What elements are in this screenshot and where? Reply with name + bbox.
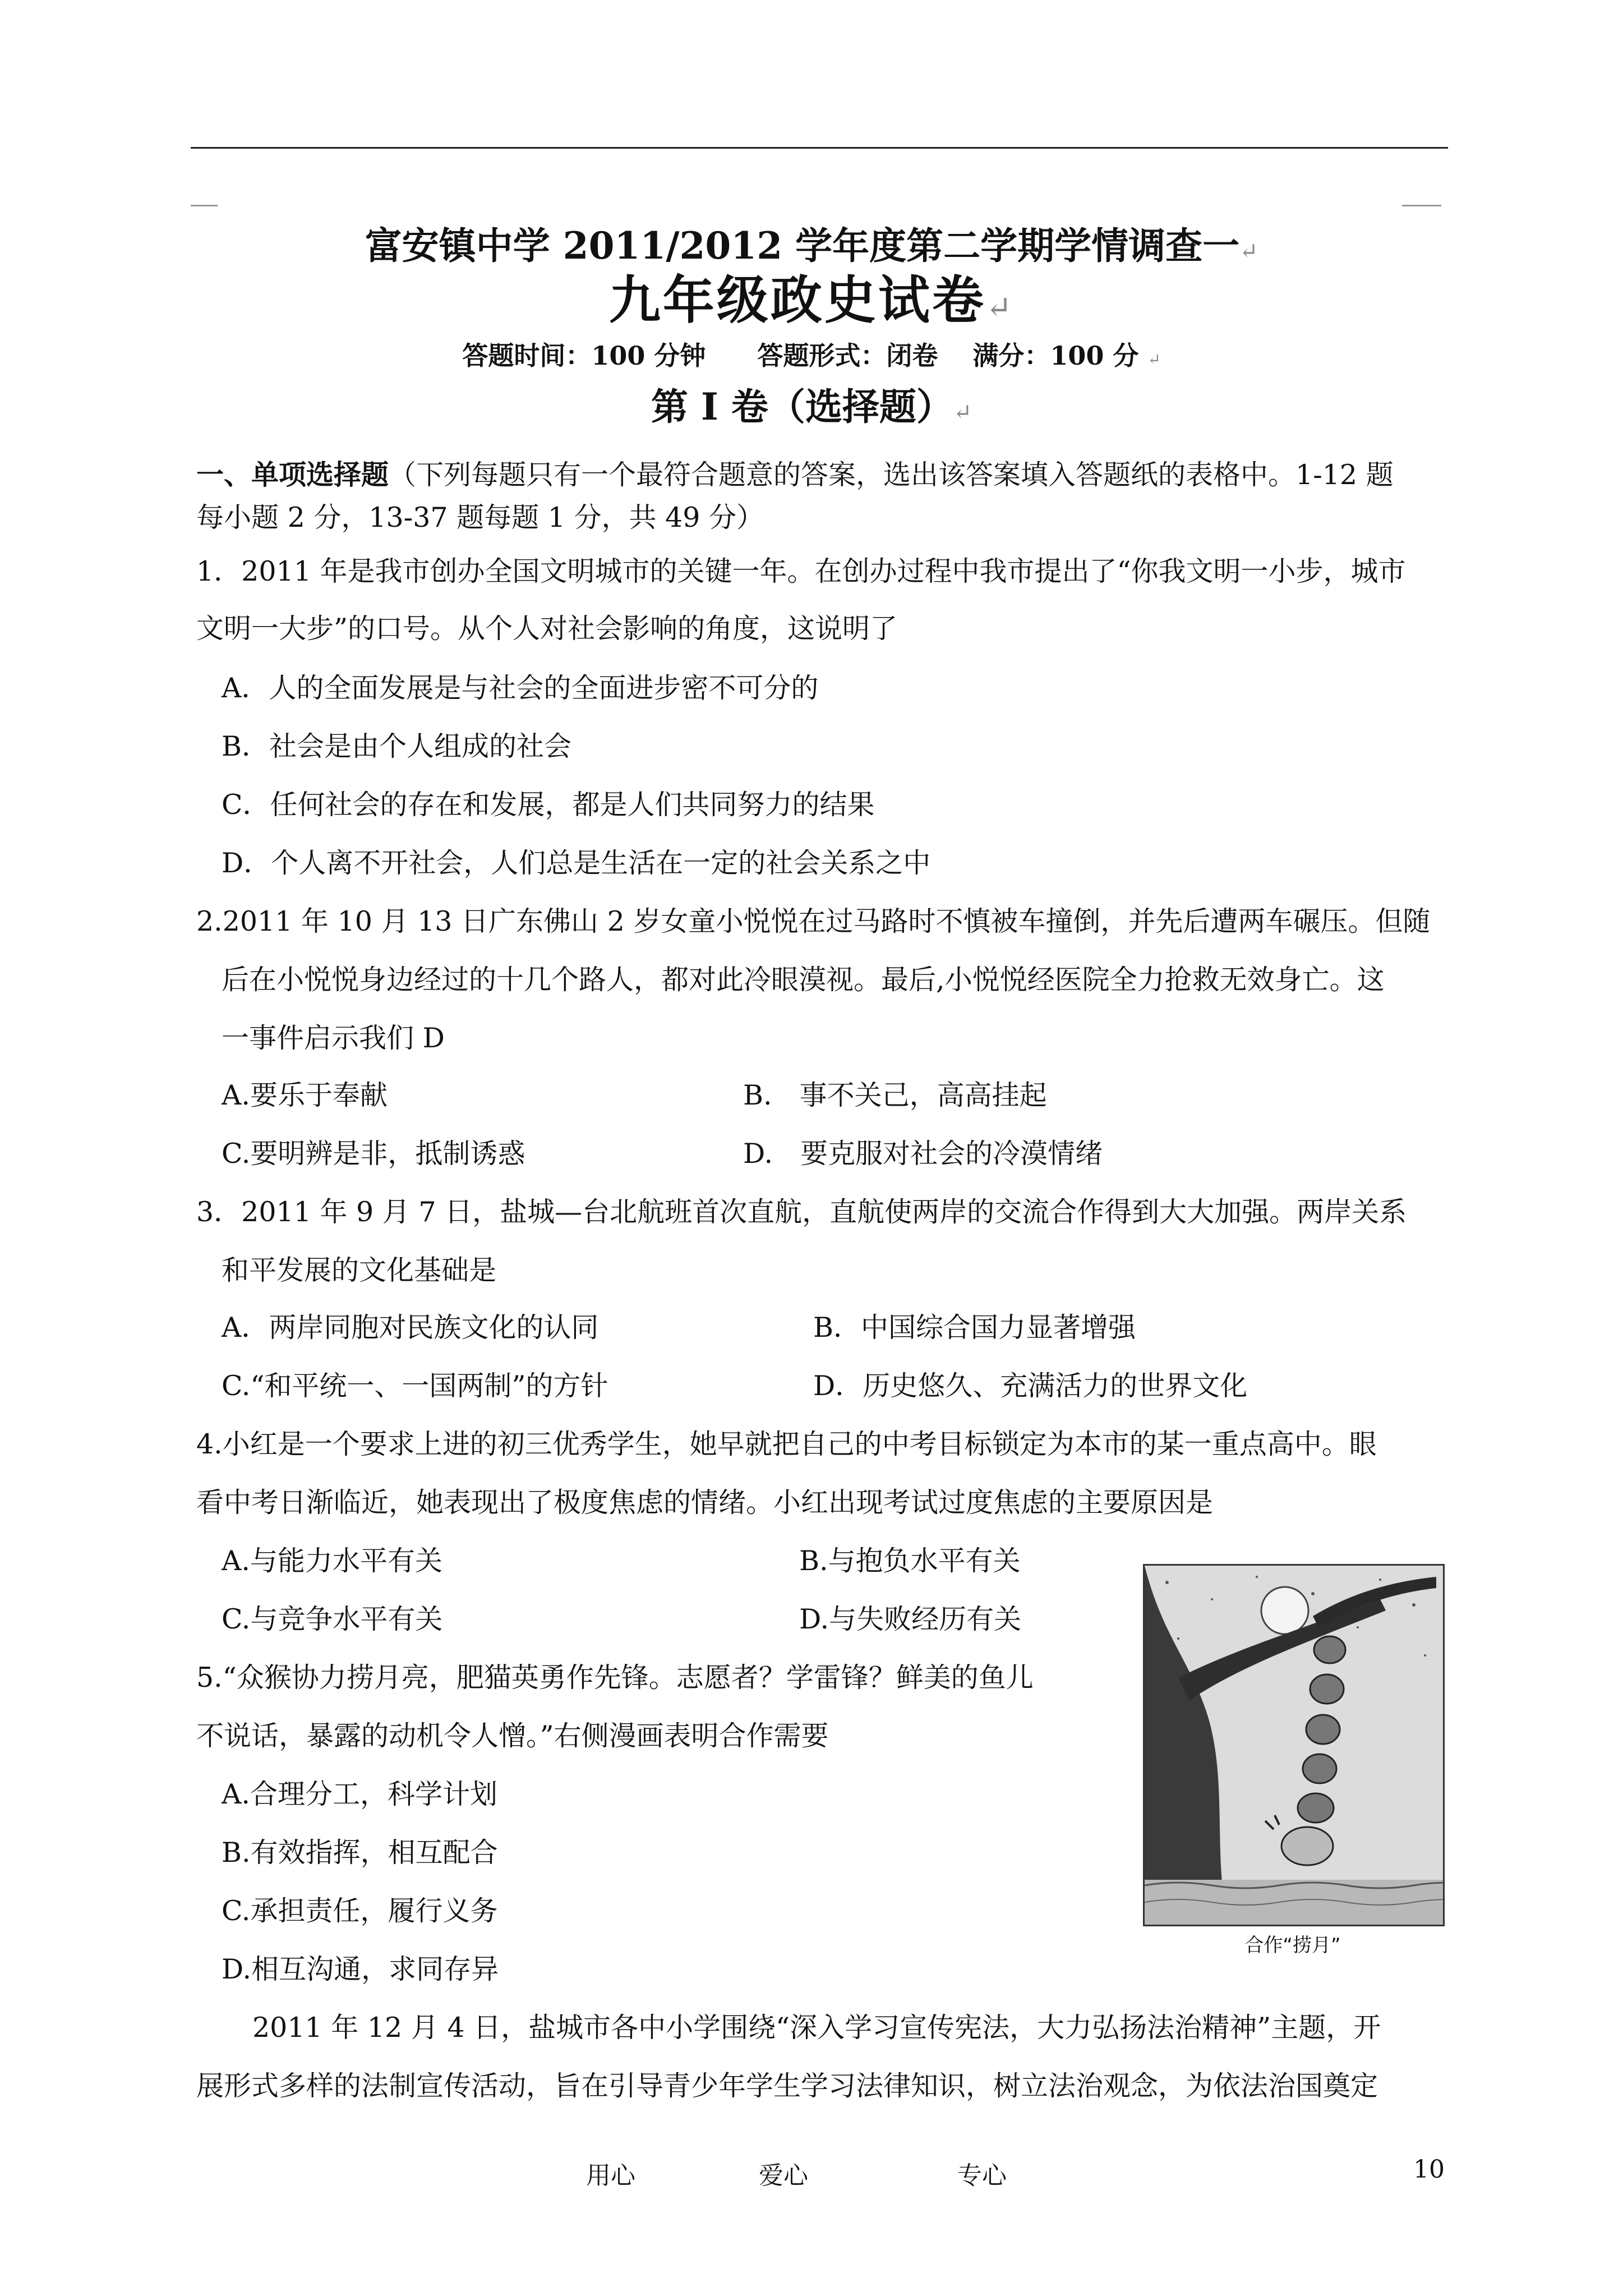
question-1-option-d: D．个人离不开社会，人们总是生活在一定的社会关系之中 <box>222 847 931 879</box>
question-1-option-c: C．任何社会的存在和发展，都是人们共同努力的结果 <box>222 789 875 821</box>
question-3-line-2: 和平发展的文化基础是 <box>222 1254 497 1286</box>
question-3-option-b: B．中国综合国力显著增强 <box>813 1312 1136 1343</box>
question-5-option-b: B.有效指挥，相互配合 <box>222 1837 498 1869</box>
monkeys-fishing-moon-illustration <box>1145 1566 1443 1925</box>
question-4-line-2: 看中考日渐临近，她表现出了极度焦虑的情绪。小红出现考试过度焦虑的主要原因是 <box>196 1487 1214 1519</box>
question-2-option-d: D. 要克服对社会的冷漠情绪 <box>743 1138 1103 1170</box>
question-5-option-c: C.承担责任，履行义务 <box>222 1895 498 1927</box>
question-5-option-a: A.合理分工，科学计划 <box>222 1778 497 1810</box>
cartoon-image <box>1143 1564 1445 1926</box>
question-1-line-1: 1．2011 年是我市创办全国文明城市的关键一年。在创办过程中我市提出了“你我文明一小步，城市 <box>196 555 1406 587</box>
question-5-option-d: D.相互沟通，求同存异 <box>222 1953 499 1985</box>
footer-item-1: 用心 <box>586 2161 635 2190</box>
question-4-option-c: C.与竞争水平有关 <box>222 1603 443 1635</box>
question-3-option-c: C.“和平统一、一国两制”的方针 <box>222 1370 608 1402</box>
question-1-line-2: 文明一大步”的口号。从个人对社会影响的角度，这说明了 <box>196 613 898 645</box>
question-5-line-1: 5.“众猴协力捞月亮，肥猫英勇作先锋。志愿者？学雷锋？鲜美的鱼儿 <box>196 1662 1034 1694</box>
question-2-line-2: 后在小悦悦身边经过的十几个路人，都对此冷眼漠视。最后,小悦悦经医院全力抢救无效身亡。这 <box>222 964 1385 996</box>
question-4-option-d: D.与失败经历有关 <box>799 1603 1022 1635</box>
section-instruction: 一、单项选择题（下列每题只有一个最符合题意的答案，选出该答案填入答题纸的表格中。1-12 题 <box>196 458 1394 491</box>
question-2-line-3: 一事件启示我们 D <box>222 1022 445 1054</box>
exam-title: 九年级政史试卷↵ <box>608 270 1015 330</box>
cartoon-caption: 合作“捞月” <box>1244 1934 1341 1957</box>
question-5-line-2: 不说话，暴露的动机令人憎。”右侧漫画表明合作需要 <box>196 1720 829 1752</box>
question-3-line-1: 3．2011 年 9 月 7 日，盐城—台北航班首次直航，直航使两岸的交流合作得到大大加强。两岸关系 <box>196 1196 1407 1228</box>
header-rule <box>191 147 1448 149</box>
corner-mark-left <box>191 205 218 206</box>
question-4-option-a: A.与能力水平有关 <box>222 1545 442 1577</box>
footer-item-2: 爱心 <box>759 2161 808 2190</box>
question-2-option-a: A.要乐于奉献 <box>222 1079 388 1111</box>
school-line: 富安镇中学 2011/2012 学年度第二学期学情调查一↵ <box>365 224 1258 268</box>
volume-title: 第 I 卷（选择题）↵ <box>651 385 972 429</box>
passage-line-2: 展形式多样的法制宣传活动，旨在引导青少年学生学习法律知识，树立法治观念，为依法治国奠定 <box>196 2070 1378 2102</box>
question-4-line-1: 4.小红是一个要求上进的初三优秀学生，她早就把自己的中考目标锁定为本市的某一重点高中。眼 <box>196 1428 1377 1460</box>
question-1-option-b: B．社会是由个人组成的社会 <box>222 730 572 762</box>
page-number: 10 <box>1413 2155 1445 2184</box>
question-4-option-b: B.与抱负水平有关 <box>799 1545 1021 1577</box>
question-2-line-1: 2.2011 年 10 月 13 日广东佛山 2 岁女童小悦悦在过马路时不慎被车撞倒，并先后遭两车碾压。但随 <box>196 905 1431 937</box>
question-2-option-b: B. 事不关己，高高挂起 <box>743 1079 1047 1111</box>
question-2-option-c: C.要明辨是非，抵制诱惑 <box>222 1138 525 1170</box>
question-3-option-d: D．历史悠久、充满活力的世界文化 <box>813 1370 1248 1402</box>
footer-item-3: 专心 <box>957 2161 1007 2190</box>
question-1-option-a: A．人的全面发展是与社会的全面进步密不可分的 <box>222 672 819 704</box>
section-heading: 一、单项选择题 <box>196 458 389 491</box>
exam-info: 答题时间：100 分钟 答题形式：闭卷 满分：100 分 ↵ <box>462 341 1161 371</box>
question-3-option-a: A．两岸同胞对民族文化的认同 <box>222 1312 599 1343</box>
section-instruction-cont: 每小题 2 分，13-37 题每题 1 分，共 49 分） <box>196 501 764 533</box>
passage-line-1: 2011 年 12 月 4 日，盐城市各中小学围绕“深入学习宣传宪法，大力弘扬法治精神”主题，开 <box>252 2012 1381 2044</box>
corner-mark-right <box>1402 205 1441 206</box>
